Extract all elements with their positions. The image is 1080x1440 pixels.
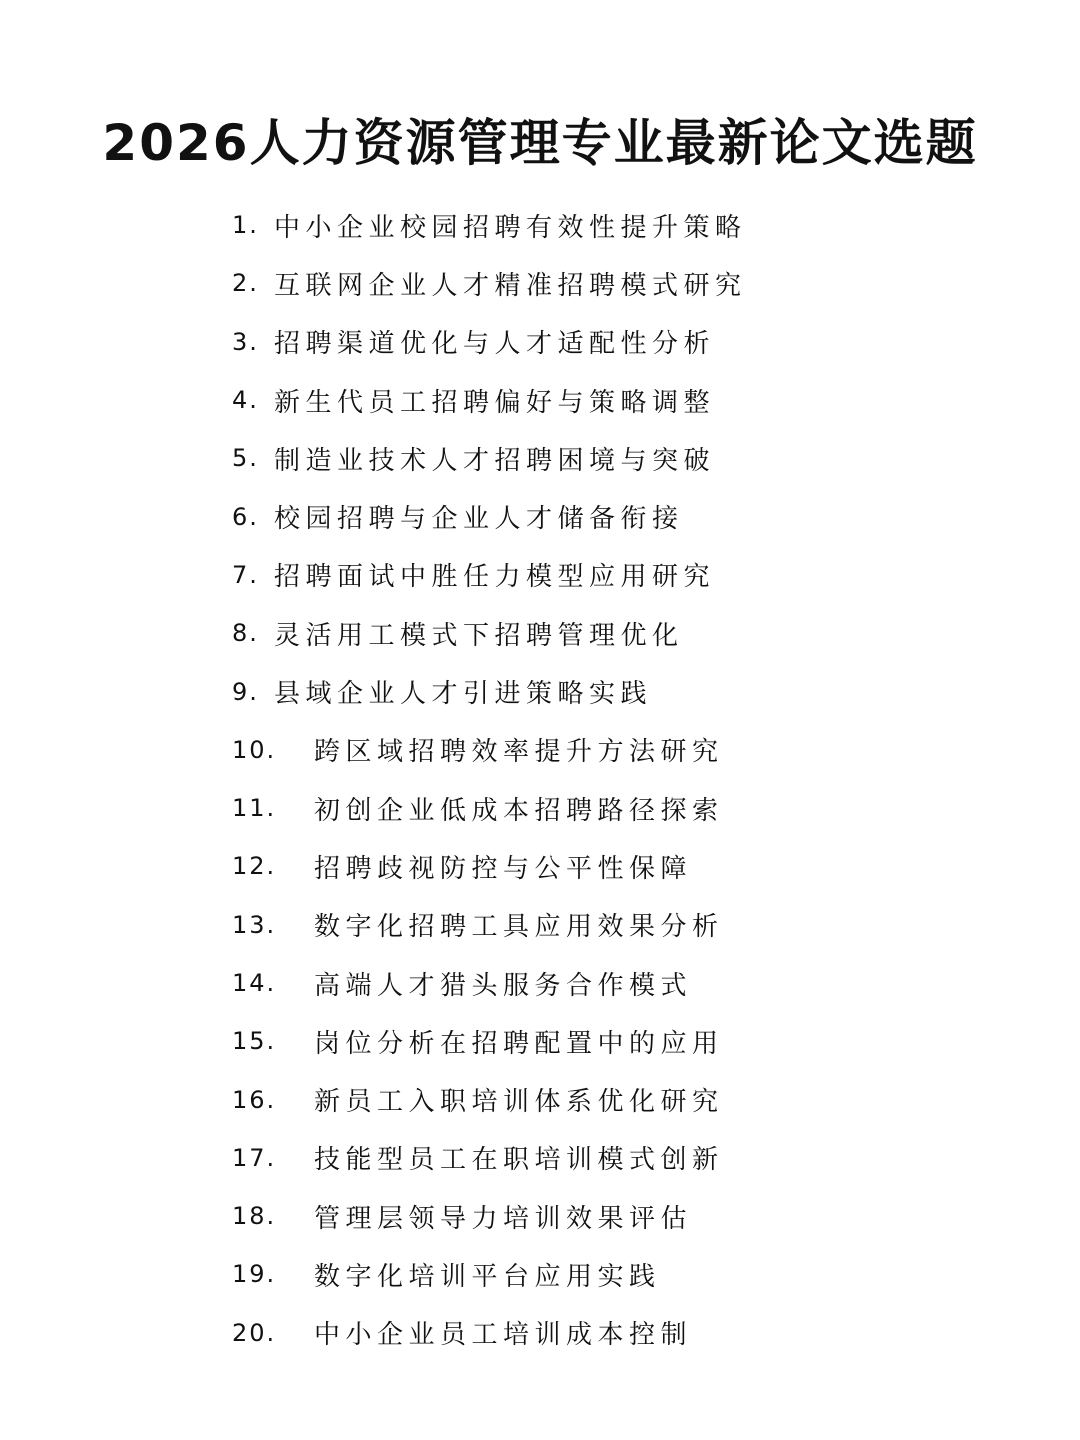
item-number: 18.	[232, 1202, 277, 1231]
list-item	[232, 487, 852, 545]
list-item	[232, 1304, 852, 1362]
list-item	[232, 1245, 852, 1303]
list-item	[232, 1012, 852, 1070]
item-text: 岗位分析在招聘配置中的应用	[314, 1028, 724, 1059]
item-number: 17.	[232, 1143, 277, 1172]
item-text: 招聘面试中胜任力模型应用研究	[274, 562, 716, 593]
item-number: 3.	[232, 327, 259, 356]
list-item	[232, 662, 852, 720]
list-item	[232, 896, 852, 954]
item-number: 8.	[232, 619, 259, 648]
item-number: 14.	[232, 969, 277, 997]
item-number: 12.	[232, 852, 277, 881]
item-number: 20.	[232, 1318, 277, 1347]
item-number: 13.	[232, 910, 277, 939]
topic-list	[232, 196, 852, 1362]
item-text: 校园招聘与企业人才储备衔接	[274, 504, 684, 535]
item-text: 招聘渠道优化与人才适配性分析	[274, 329, 716, 360]
item-text: 招聘歧视防控与公平性保障	[314, 853, 693, 884]
list-item	[232, 1129, 852, 1187]
page-title: 2026人力资源管理专业最新论文选题	[102, 114, 978, 172]
item-number: 2.	[232, 269, 259, 298]
item-number: 7.	[232, 560, 259, 589]
item-text: 制造业技术人才招聘困境与突破	[274, 445, 716, 476]
item-text: 互联网企业人才精准招聘模式研究	[274, 270, 747, 301]
item-number: 10.	[232, 735, 277, 764]
list-item	[232, 429, 852, 487]
item-text: 管理层领导力培训效果评估	[314, 1203, 693, 1234]
list-item	[232, 546, 852, 604]
list-item	[232, 1070, 852, 1128]
item-text: 县域企业人才引进策略实践	[274, 679, 653, 710]
list-item	[232, 837, 852, 895]
item-text: 初创企业低成本招聘路径探索	[314, 795, 724, 826]
item-text: 数字化培训平台应用实践	[314, 1261, 661, 1292]
item-number: 5.	[232, 444, 259, 473]
list-item	[232, 721, 852, 779]
item-text: 灵活用工模式下招聘管理优化	[274, 620, 684, 651]
list-item	[232, 196, 852, 254]
list-item	[232, 779, 852, 837]
item-text: 高端人才猎头服务合作模式	[314, 970, 693, 1001]
list-item	[232, 313, 852, 371]
item-text: 新员工入职培训体系优化研究	[314, 1087, 724, 1118]
list-item	[232, 1187, 852, 1245]
item-text: 技能型员工在职培训模式创新	[314, 1145, 724, 1176]
item-number: 4.	[232, 386, 259, 415]
item-number: 19.	[232, 1260, 277, 1289]
item-text: 跨区域招聘效率提升方法研究	[314, 737, 724, 768]
list-item	[232, 954, 852, 1012]
item-text: 新生代员工招聘偏好与策略调整	[274, 387, 716, 418]
item-number: 9.	[232, 677, 259, 706]
list-item	[232, 604, 852, 662]
item-number: 6.	[232, 502, 259, 531]
list-item	[232, 254, 852, 312]
item-number: 16.	[232, 1085, 277, 1114]
item-number: 15.	[232, 1027, 277, 1056]
item-text: 中小企业校园招聘有效性提升策略	[274, 212, 747, 243]
list-item	[232, 371, 852, 429]
item-text: 数字化招聘工具应用效果分析	[314, 912, 724, 943]
item-number: 11.	[232, 794, 277, 823]
item-number: 1.	[232, 211, 259, 240]
item-text: 中小企业员工培训成本控制	[314, 1320, 693, 1351]
